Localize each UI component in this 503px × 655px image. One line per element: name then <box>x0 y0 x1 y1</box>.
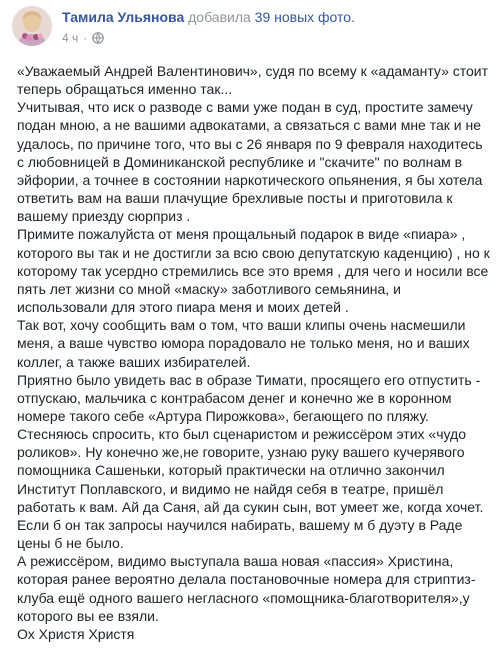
text-line: удалось, по причине того, что вы с 26 января по 9 февраля находитесь <box>17 135 483 152</box>
text-line: Учитывая, что иск о разводе с вами уже подан в суд, простите замечу <box>17 99 473 116</box>
text-line: с любовницей в Доминиканской республике и "скачите" по волнам в <box>17 153 463 170</box>
text-line: А режиссёром, видимо выступала ваша новая «пассия» Христина, <box>17 553 454 570</box>
text-line: Институт Поплавского, и видимо не найдя себя в театре, пришёл <box>17 480 444 497</box>
author-avatar[interactable] <box>12 6 52 46</box>
text-line: подан мною, а не вашими адвокатами, а связаться с вами мне так и не <box>17 117 482 134</box>
avatar-photo-icon <box>12 6 52 46</box>
text-line: которому так усердно стремились все это время , для чего и носили все <box>17 262 489 279</box>
text-line: которая ранее вероятно делала постановочные номера для стриптиз- <box>17 571 476 588</box>
text-line: Стесняюсь спросить, кто был сценаристом и режиссёром этих «чудо <box>17 426 466 443</box>
post-header <box>12 6 492 50</box>
text-line: Если б он так запросы научился набирать, вашему м б дуэту в Раде <box>17 516 463 533</box>
text-line: коллег, а также ваших избирателей. <box>17 353 251 370</box>
meta-separator: · <box>83 31 88 45</box>
post-paragraph <box>17 62 491 643</box>
post-timestamp[interactable]: 4 ч <box>62 31 79 45</box>
text-line: меня, а ваше чувство юмора порадовало не только меня, но и ваших <box>17 335 470 352</box>
text-line: цены б не было. <box>17 535 124 552</box>
text-line: работать к вам. Ай да Саня, ай да сукин сын, вот умеет же, когда хочет. <box>17 498 484 515</box>
text-line: Ох Христя Христя <box>17 625 135 642</box>
text-line: теперь обращаться именно так... <box>17 81 233 98</box>
new-photos-link[interactable]: 39 новых фото. <box>254 9 355 25</box>
text-line: пять лет жизни со мной «маску» заботливого семьянина, и <box>17 280 401 297</box>
post-text <box>17 62 491 643</box>
text-line: клуба ещё одного вашего негласного «помощника-благотворителя»,у <box>17 589 470 606</box>
text-line: роликов». Ну конечно же,не говорите, узнаю руку вашего кучерявого <box>17 444 465 461</box>
text-line: использовали для этого пиара меня и моих детей . <box>17 299 349 316</box>
text-line: «Уважаемый Андрей Валентинович», судя по всему к «адаманту» стоит <box>17 63 489 79</box>
text-line: Приятно было увидеть вас в образе Тимати, просящего его отпустить - <box>17 371 481 388</box>
text-line: вашему приезду сюрприз . <box>17 208 191 225</box>
text-line: Так вот, хочу сообщить вам о том, что ваши клипы очень насмешили <box>17 317 466 334</box>
post-action-text: добавила <box>188 9 251 25</box>
text-line: ответить вам на ваши плачущие брехливые посты и приготовила к <box>17 190 453 207</box>
post-meta <box>62 30 104 46</box>
text-line: которого вы ее взяли. <box>17 607 159 624</box>
text-line: эйфории, а точнее в состоянии наркотического опьянения, я бы хотела <box>17 171 483 188</box>
text-line: номере такого себе «Артура Пирожкова», бегающего по пляжу. <box>17 407 429 424</box>
globe-icon[interactable] <box>92 32 104 44</box>
text-line: Примите пожалуйста от меня прощальный подарок в виде «пиара» , <box>17 226 466 243</box>
text-line: которого вы так и не достигли за всю свою депутатскую каденцию) , но к <box>17 244 490 261</box>
author-name-link[interactable]: Тамила Ульянова <box>62 9 185 25</box>
text-line: отпускаю, мальчика с контрабасом денег и конечно же в коронном <box>17 389 452 406</box>
text-line: помощника Сашеньки, который практически на отлично закончил <box>17 462 445 479</box>
author-line <box>62 8 355 26</box>
